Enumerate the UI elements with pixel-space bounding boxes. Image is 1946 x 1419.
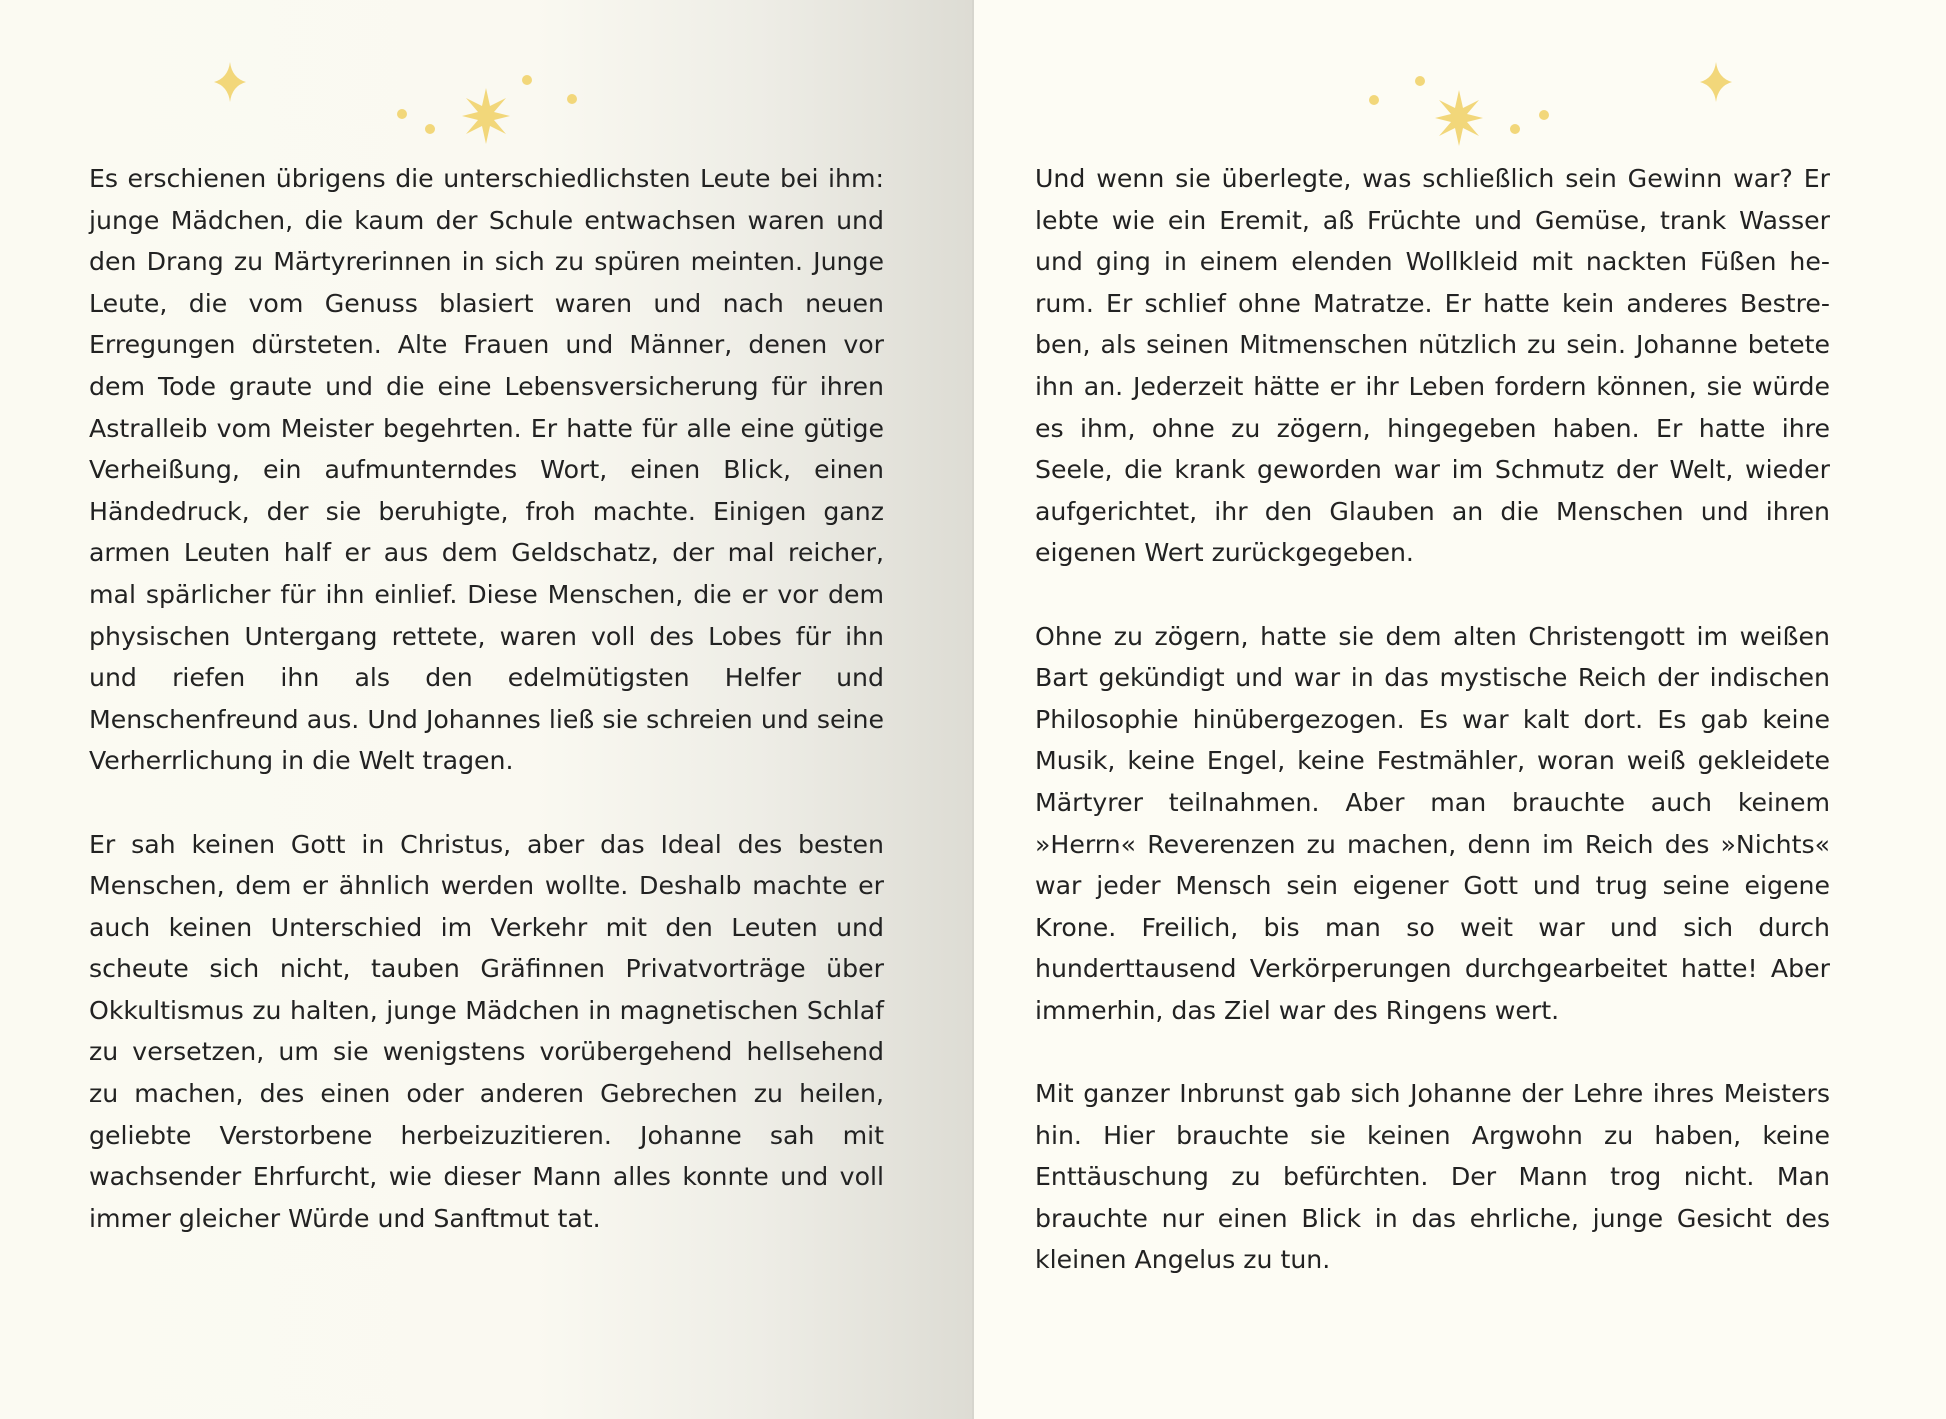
right-page-text	[1035, 158, 1830, 1323]
left-page-text	[89, 158, 884, 1281]
paragraph: Ohne zu zögern, hatte sie dem alten Christengott im weißen Bart gekündigt und war in das mystische Reich der indischen Philosophie hinübergezogen. Es war kalt dort. Es gab keine Musik, keine Engel, keine Festmähler, woran weiß gekleidete Märtyrer teilnahmen. Aber man brauchte auch keinem »Herrn« Reverenzen zu machen, denn im Reich des »Nichts« war jeder Mensch sein eigener Gott und trug seine eigene Krone. Freilich, bis man so weit war und sich durch hunderttausend Verkörperungen durchgearbeitet hatte! Aber immerhin, das Ziel war des Ringens wert.	[1035, 621, 1830, 1025]
dot-icon	[397, 109, 407, 119]
paragraph: Er sah keinen Gott in Christus, aber das Ideal des besten Menschen, dem er ähnlich werden wollte. Deshalb machte er auch keinen Unterschied im Verkehr mit den Leuten und scheute sich nicht, tauben Gräfinnen Privatvorträge über Okkultismus zu halten, junge Mädchen in magnetischen Schlaf zu versetzen, um sie wenigstens vorübergehend hellsehend zu machen, des einen oder anderen Gebrechen zu heilen, geliebte Verstorbene herbeizuzitieren. Johanne sah mit wachsender Ehrfurcht, wie dieser Mann alles konnte und voll immer gleicher Würde und Sanftmut tat.	[89, 829, 884, 1233]
dot-icon	[1415, 76, 1425, 86]
dot-icon	[1510, 124, 1520, 134]
four-point-star-icon	[1700, 62, 1732, 102]
dot-icon	[567, 94, 577, 104]
eight-point-star-icon	[462, 88, 510, 144]
eight-point-star-icon	[1435, 90, 1483, 146]
dot-icon	[1539, 110, 1549, 120]
dot-icon	[522, 75, 532, 85]
page-gutter	[972, 0, 974, 1419]
sparkle-icon-group	[973, 50, 1946, 150]
left-star-ornament	[0, 50, 973, 150]
four-point-star-icon	[214, 62, 246, 102]
dot-icon	[1369, 95, 1379, 105]
paragraph: Mit ganzer Inbrunst gab sich Johanne der Lehre ihres Meisters hin. Hier brauchte sie keinen Argwohn zu haben, keine Enttäuschung zu befürchten. Der Mann trog nicht. Man brauchte nur einen Blick in das ehrliche, junge Gesicht des kleinen Angelus zu tun.	[1035, 1079, 1830, 1275]
paragraph: Es erschienen übrigens die unterschiedlichsten Leute bei ihm: junge Mädchen, die kaum der Schule entwachsen waren und den Drang zu Märtyrerinnen in sich zu spüren meinten. Junge Leute, die vom Genuss blasiert waren und nach neuen Erregungen dürsteten. Alte Frauen und Männer, denen vor dem Tode graute und die eine Lebensversicherung für ihren Astralleib vom Meister begehrten. Er hatte für alle eine gütige Verheißung, ein aufmunterndes Wort, einen Blick, einen Händedruck, der sie beruhigte, froh machte. Einigen ganz armen Leuten half er aus dem Geldschatz, der mal reicher, mal spärlicher für ihn einlief. Diese Menschen, die er vor dem physischen Untergang rettete, waren voll des Lobes für ihn und riefen ihn als den edelmütigsten Helfer und Menschenfreund aus. Und Johannes ließ sie schreien und seine Verherrlichung in die Welt tragen.	[89, 164, 884, 776]
sparkle-icon-group	[0, 50, 973, 150]
dot-icon	[425, 124, 435, 134]
paragraph: Und wenn sie überlegte, was schließlich sein Gewinn war? Er lebte wie ein Eremit, aß Früchte und Gemüse, trank Wasser und ging in einem elenden Wollkleid mit nackten Füßen herum. Er schlief ohne Matratze. Er hatte kein anderes Bestreben, als seinen Mitmenschen nützlich zu sein. Johanne betete ihn an. Jederzeit hätte er ihr Leben fordern können, sie würde es ihm, ohne zu zögern, hingegeben haben. Er hatte ihre Seele, die krank geworden war im Schmutz der Welt, wieder aufgerichtet, ihr den Glauben an die Menschen und ihren eigenen Wert zurückgegeben.	[1035, 164, 1830, 568]
right-page	[973, 0, 1946, 1419]
right-star-ornament	[973, 50, 1946, 150]
